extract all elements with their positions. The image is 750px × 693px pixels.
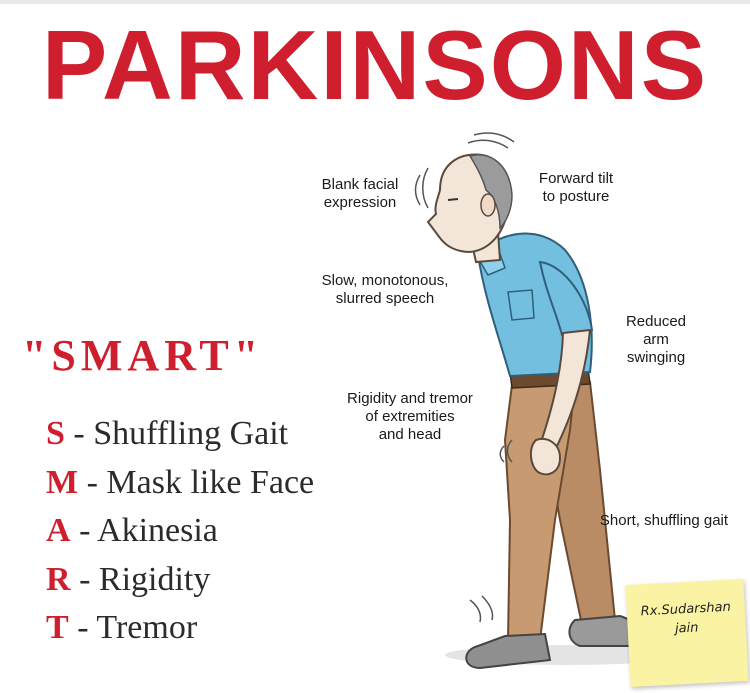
label-line: arm [643, 331, 669, 348]
sticky-note-text [626, 597, 746, 641]
forward-tilt-label [516, 170, 636, 206]
ear [481, 194, 495, 216]
acronym-text: - Rigidity [70, 560, 211, 598]
page-title: PARKINSONS [41, 10, 709, 120]
acronym-letter: T [46, 609, 69, 646]
rigidity-tremor-label [330, 390, 490, 444]
note-line: Rx.Sudarshan [640, 599, 732, 620]
label-line: Rigidity and tremor [347, 390, 473, 407]
label-line: Forward tilt [538, 170, 614, 187]
acronym-text: - Shuffling Gait [64, 415, 289, 452]
eye [448, 199, 458, 200]
acronym-text: - Mask like Face [78, 463, 315, 501]
shuffle-motion-lines [470, 596, 493, 622]
label-line: Reduced [625, 313, 687, 330]
smart-heading: "SMART" [22, 331, 264, 380]
sticky-note [625, 579, 748, 687]
blank-facial-expression-label [300, 176, 420, 212]
note-line: jain [674, 620, 699, 637]
label-line: expression [323, 194, 397, 211]
acronym-letter: A [46, 512, 71, 549]
reduced-arm-swinging-label [596, 313, 716, 367]
hand [531, 439, 560, 474]
label-line: and head [378, 426, 442, 443]
label-line: Short, shuffling gait [599, 512, 729, 529]
acronym-text: - Tremor [68, 609, 198, 646]
label-line: slurred speech [335, 290, 435, 307]
shuffling-gait-label [578, 512, 750, 530]
label-line: swinging [626, 349, 686, 366]
slurred-speech-label [300, 272, 470, 308]
tremor-lines-top [468, 133, 514, 148]
acronym-letter: S [46, 415, 65, 452]
label-line: Blank facial [321, 176, 399, 193]
acronym-letter: M [46, 463, 79, 501]
label-line: to posture [542, 188, 610, 205]
label-line: Slow, monotonous, [321, 272, 449, 289]
acronym-text: - Akinesia [70, 512, 218, 549]
acronym-letter: R [46, 560, 71, 598]
label-line: of extremities [365, 408, 455, 425]
